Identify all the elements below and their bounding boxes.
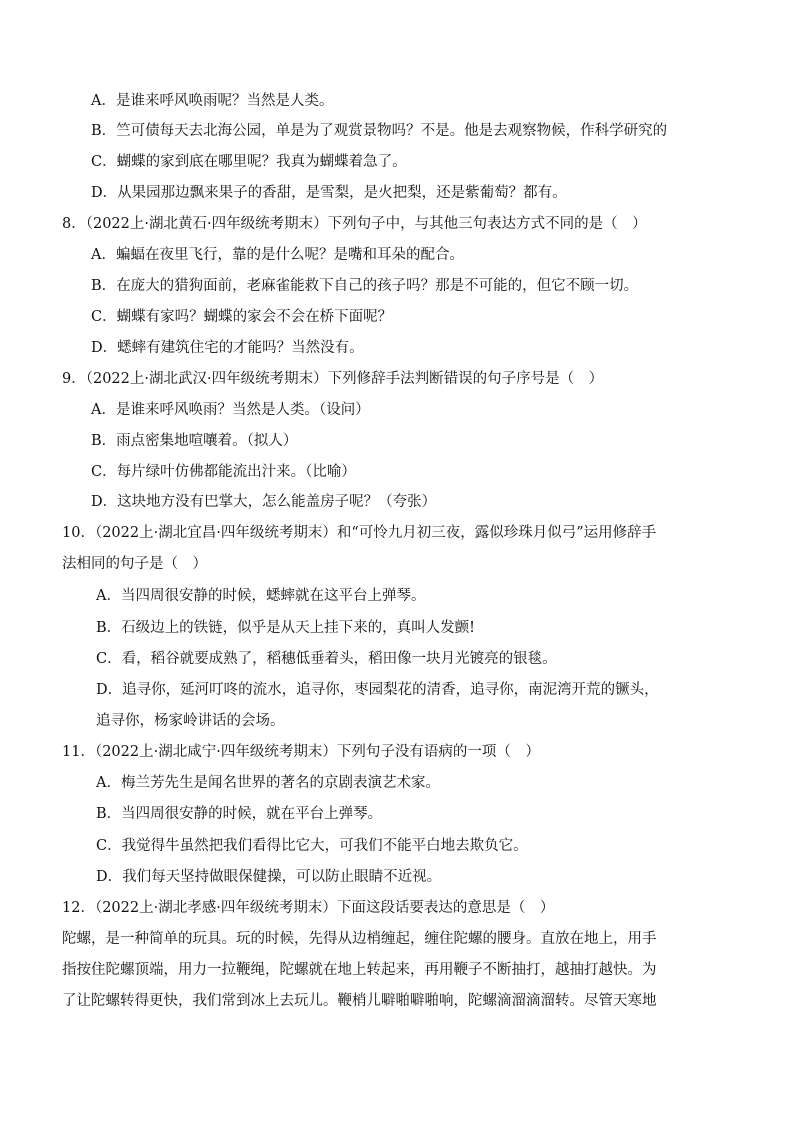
q10-option-c: C．看，稻谷就要成熟了，稻穗低垂着头，稻田像一块月光镀亮的银毯。 [96, 651, 557, 667]
q8-option-c: C．蝴蝶有家吗？蝴蝶的家会不会在桥下面呢？ [91, 309, 393, 325]
q10-option-a: A．当四周很安静的时候，蟋蟀就在这平台上弹琴。 [96, 588, 426, 604]
q10-option-b: B．石级边上的铁链，似乎是从天上挂下来的，真叫人发颤! [96, 620, 475, 636]
q12-paragraph-line1: 陀螺，是一种简单的玩具。玩的时候，先得从边梢缠起，缠住陀螺的腰身。直放在地上，用手 [62, 931, 657, 947]
q9-option-a: A．是谁来呼风唤雨？当然是人类。（设问） [91, 402, 370, 418]
q10-stem-line2: 法相同的句子是（ ） [62, 556, 207, 572]
q11-option-b: B．当四周很安静的时候，就在平台上弹琴。 [96, 806, 383, 822]
q9-option-c: C．每片绿叶仿佛都能流出汁来。（比喻） [91, 464, 356, 480]
q10-option-d: D．追寻你，延河叮咚的流水，追寻你，枣园梨花的清香，追寻你，南泥湾开荒的镢头， [96, 682, 659, 698]
q7-option-c: C．蝴蝶的家到底在哪里呢？我真为蝴蝶着急了。 [91, 154, 407, 170]
q9-option-b: B．雨点密集地喧嚷着。（拟人） [91, 433, 298, 449]
q12-paragraph-line3: 了让陀螺转得更快，我们常到冰上去玩儿。鞭梢儿噼啪噼啪响，陀螺滴溜滴溜转。尽管天寒地 [62, 993, 657, 1009]
q7-option-b: B．竺可债每天去北海公园，单是为了观赏景物吗？不是。他是去观察物候，作科学研究的 [91, 123, 668, 139]
q11-stem: 11．（2022上·湖北咸宁·四年级统考期末）下列句子没有语病的一项（ ） [62, 744, 540, 760]
q8-option-d: D．蟋蟀有建筑住宅的才能吗？当然没有。 [91, 340, 364, 356]
q7-option-d: D．从果园那边飘来果子的香甜，是雪梨，是火把梨，还是紫葡萄？都有。 [91, 185, 567, 201]
q11-option-d: D．我们每天坚持做眼保健操，可以防止眼睛不近视。 [96, 869, 442, 885]
q7-option-a: A．是谁来呼风唤雨呢？当然是人类。 [91, 93, 334, 109]
q8-option-a: A．蝙蝠在夜里飞行，靠的是什么呢？是嘴和耳朵的配合。 [91, 247, 464, 263]
q11-option-a: A．梅兰芳先生是闻名世界的著名的京剧表演艺术家。 [96, 775, 440, 791]
q10-option-d-continued: 追寻你，杨家岭讲话的会场。 [96, 713, 285, 729]
q12-stem: 12．（2022上·湖北孝感·四年级统考期末）下面这段话要表达的意思是（ ） [62, 900, 555, 916]
q9-stem: 9．（2022上·湖北武汉·四年级统考期末）下列修辞手法判断错误的句子序号是（ ） [62, 371, 604, 387]
q10-stem-line1: 10．（2022上·湖北宜昌·四年级统考期末）和“可怜九月初三夜，露似珍珠月似弓”运用修辞手 [62, 525, 657, 541]
q11-option-c: C．我觉得牛虽然把我们看得比它大，可我们不能平白地去欺负它。 [96, 838, 528, 854]
q9-option-d: D．这块地方没有巴掌大，怎么能盖房子呢？（夸张） [91, 494, 437, 510]
q12-paragraph-line2: 指按住陀螺顶端，用力一拉鞭绳，陀螺就在地上转起来，再用鞭子不断抽打，越抽打越快。为 [62, 962, 657, 978]
q8-option-b: B．在庞大的猎狗面前，老麻雀能救下自己的孩子吗？那是不可能的，但它不顾一切。 [91, 278, 639, 294]
q8-stem: 8．（2022上·湖北黄石·四年级统考期末）下列句子中，与其他三句表达方式不同的是（ ） [62, 216, 647, 232]
